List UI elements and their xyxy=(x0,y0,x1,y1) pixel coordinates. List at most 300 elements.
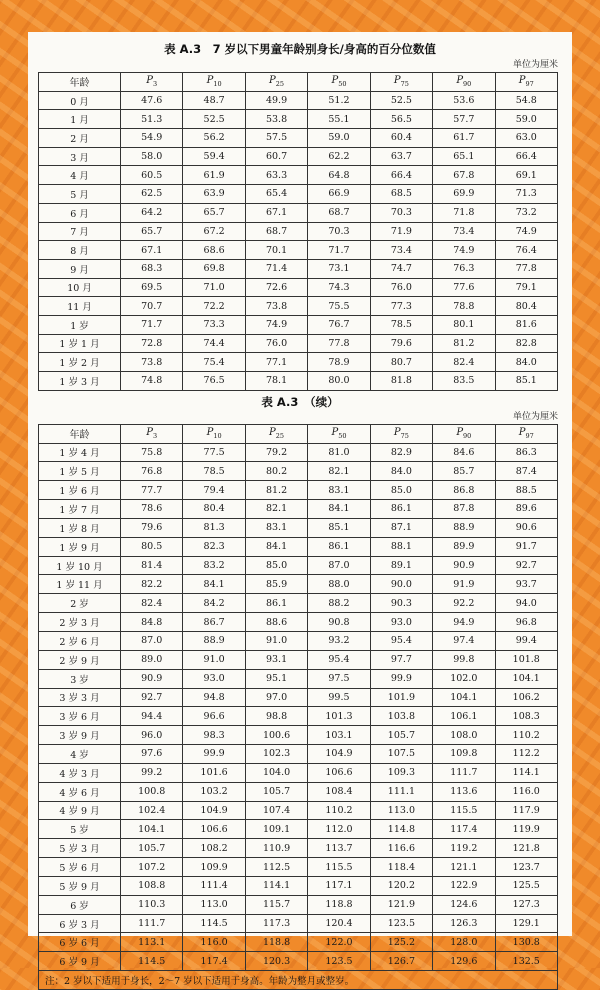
value-cell: 79.1 xyxy=(495,278,557,297)
age-cell: 1 岁 9 月 xyxy=(39,537,121,556)
table-row xyxy=(39,166,558,185)
value-cell: 94.0 xyxy=(495,594,557,613)
p25-header: $P_{25}$ xyxy=(245,73,307,92)
age-header: 年龄 xyxy=(39,424,121,443)
value-cell: 103.1 xyxy=(308,726,370,745)
value-cell: 67.8 xyxy=(433,166,495,185)
table-row xyxy=(39,613,558,632)
value-cell: 99.9 xyxy=(183,745,245,764)
p25-header: $P_{25}$ xyxy=(245,424,307,443)
note-row xyxy=(39,971,558,990)
percentile-table-2 xyxy=(38,424,558,990)
value-cell: 73.8 xyxy=(245,297,307,316)
value-cell: 70.7 xyxy=(121,297,183,316)
value-cell: 87.4 xyxy=(495,462,557,481)
value-cell: 85.0 xyxy=(245,556,307,575)
value-cell: 118.8 xyxy=(308,895,370,914)
table-row xyxy=(39,669,558,688)
table-row xyxy=(39,297,558,316)
value-cell: 99.9 xyxy=(370,669,432,688)
value-cell: 76.4 xyxy=(495,241,557,260)
value-cell: 102.3 xyxy=(245,745,307,764)
value-cell: 57.5 xyxy=(245,129,307,148)
value-cell: 68.7 xyxy=(308,203,370,222)
value-cell: 69.1 xyxy=(495,166,557,185)
p10-header: $P_{10}$ xyxy=(183,73,245,92)
age-cell: 3 岁 9 月 xyxy=(39,726,121,745)
value-cell: 81.2 xyxy=(433,334,495,353)
value-cell: 122.9 xyxy=(433,876,495,895)
value-cell: 88.9 xyxy=(433,518,495,537)
value-cell: 125.5 xyxy=(495,876,557,895)
value-cell: 97.6 xyxy=(121,745,183,764)
value-cell: 80.0 xyxy=(308,372,370,391)
age-cell: 3 岁 xyxy=(39,669,121,688)
document-page xyxy=(28,32,572,988)
value-cell: 116.0 xyxy=(495,782,557,801)
table-row xyxy=(39,839,558,858)
value-cell: 68.6 xyxy=(183,241,245,260)
value-cell: 106.6 xyxy=(308,763,370,782)
value-cell: 106.1 xyxy=(433,707,495,726)
value-cell: 98.8 xyxy=(245,707,307,726)
age-cell: 2 岁 6 月 xyxy=(39,631,121,650)
value-cell: 69.5 xyxy=(121,278,183,297)
value-cell: 100.6 xyxy=(245,726,307,745)
value-cell: 121.1 xyxy=(433,858,495,877)
value-cell: 120.4 xyxy=(308,914,370,933)
value-cell: 113.1 xyxy=(121,933,183,952)
value-cell: 113.6 xyxy=(433,782,495,801)
value-cell: 128.0 xyxy=(433,933,495,952)
value-cell: 67.1 xyxy=(245,203,307,222)
value-cell: 112.2 xyxy=(495,745,557,764)
age-cell: 6 岁 3 月 xyxy=(39,914,121,933)
value-cell: 61.7 xyxy=(433,129,495,148)
value-cell: 63.7 xyxy=(370,147,432,166)
value-cell: 74.9 xyxy=(495,222,557,241)
table-row xyxy=(39,537,558,556)
value-cell: 65.7 xyxy=(121,222,183,241)
value-cell: 110.9 xyxy=(245,839,307,858)
table-row xyxy=(39,933,558,952)
table-title-continued: 表 A.3 （续） xyxy=(261,394,339,409)
value-cell: 71.7 xyxy=(121,315,183,334)
p97-header: $P_{97}$ xyxy=(495,73,557,92)
age-cell: 1 岁 5 月 xyxy=(39,462,121,481)
p90-header: $P_{90}$ xyxy=(433,424,495,443)
value-cell: 123.5 xyxy=(308,952,370,971)
value-cell: 84.1 xyxy=(308,500,370,519)
value-cell: 123.7 xyxy=(495,858,557,877)
value-cell: 53.6 xyxy=(433,91,495,110)
value-cell: 111.4 xyxy=(183,876,245,895)
table-row xyxy=(39,203,558,222)
age-cell: 11 月 xyxy=(39,297,121,316)
value-cell: 108.4 xyxy=(308,782,370,801)
value-cell: 80.5 xyxy=(121,537,183,556)
value-cell: 109.9 xyxy=(183,858,245,877)
p3-header: $P_3$ xyxy=(121,73,183,92)
value-cell: 87.1 xyxy=(370,518,432,537)
value-cell: 85.1 xyxy=(308,518,370,537)
age-cell: 1 岁 11 月 xyxy=(39,575,121,594)
value-cell: 87.8 xyxy=(433,500,495,519)
value-cell: 54.8 xyxy=(495,91,557,110)
value-cell: 106.2 xyxy=(495,688,557,707)
value-cell: 87.0 xyxy=(121,631,183,650)
table-note: 注：2 岁以下适用于身长，2～7 岁以下适用于身高。年龄为整月或整岁。 xyxy=(39,971,558,990)
value-cell: 110.2 xyxy=(495,726,557,745)
value-cell: 70.3 xyxy=(308,222,370,241)
value-cell: 107.4 xyxy=(245,801,307,820)
value-cell: 91.7 xyxy=(495,537,557,556)
value-cell: 88.6 xyxy=(245,613,307,632)
value-cell: 86.1 xyxy=(370,500,432,519)
value-cell: 83.1 xyxy=(245,518,307,537)
value-cell: 76.0 xyxy=(245,334,307,353)
value-cell: 104.1 xyxy=(495,669,557,688)
value-cell: 72.8 xyxy=(121,334,183,353)
value-cell: 117.1 xyxy=(308,876,370,895)
value-cell: 51.2 xyxy=(308,91,370,110)
value-cell: 78.5 xyxy=(183,462,245,481)
value-cell: 121.9 xyxy=(370,895,432,914)
value-cell: 66.4 xyxy=(370,166,432,185)
value-cell: 101.8 xyxy=(495,650,557,669)
value-cell: 102.0 xyxy=(433,669,495,688)
value-cell: 90.9 xyxy=(433,556,495,575)
value-cell: 82.1 xyxy=(308,462,370,481)
value-cell: 89.1 xyxy=(370,556,432,575)
value-cell: 93.0 xyxy=(370,613,432,632)
value-cell: 93.7 xyxy=(495,575,557,594)
value-cell: 58.0 xyxy=(121,147,183,166)
value-cell: 79.4 xyxy=(183,481,245,500)
value-cell: 115.7 xyxy=(245,895,307,914)
value-cell: 117.9 xyxy=(495,801,557,820)
value-cell: 124.6 xyxy=(433,895,495,914)
table-row xyxy=(39,334,558,353)
value-cell: 102.4 xyxy=(121,801,183,820)
value-cell: 74.3 xyxy=(308,278,370,297)
age-cell: 2 月 xyxy=(39,129,121,148)
table-row xyxy=(39,259,558,278)
age-cell: 4 月 xyxy=(39,166,121,185)
table-row xyxy=(39,650,558,669)
value-cell: 87.0 xyxy=(308,556,370,575)
value-cell: 118.4 xyxy=(370,858,432,877)
value-cell: 77.6 xyxy=(433,278,495,297)
value-cell: 74.4 xyxy=(183,334,245,353)
p75-header: $P_{75}$ xyxy=(370,424,432,443)
age-cell: 1 岁 8 月 xyxy=(39,518,121,537)
value-cell: 80.4 xyxy=(495,297,557,316)
value-cell: 113.7 xyxy=(308,839,370,858)
value-cell: 67.2 xyxy=(183,222,245,241)
value-cell: 120.2 xyxy=(370,876,432,895)
value-cell: 68.5 xyxy=(370,185,432,204)
value-cell: 80.7 xyxy=(370,353,432,372)
value-cell: 86.7 xyxy=(183,613,245,632)
value-cell: 101.9 xyxy=(370,688,432,707)
value-cell: 90.0 xyxy=(370,575,432,594)
table-row xyxy=(39,185,558,204)
value-cell: 77.8 xyxy=(495,259,557,278)
value-cell: 63.3 xyxy=(245,166,307,185)
age-cell: 3 月 xyxy=(39,147,121,166)
value-cell: 85.7 xyxy=(433,462,495,481)
value-cell: 103.8 xyxy=(370,707,432,726)
value-cell: 82.1 xyxy=(245,500,307,519)
unit-label-continued: 单位为厘米 xyxy=(512,411,558,422)
age-cell: 10 月 xyxy=(39,278,121,297)
value-cell: 96.6 xyxy=(183,707,245,726)
age-cell: 5 岁 3 月 xyxy=(39,839,121,858)
age-cell: 1 岁 1 月 xyxy=(39,334,121,353)
value-cell: 81.6 xyxy=(495,315,557,334)
value-cell: 89.6 xyxy=(495,500,557,519)
table-row xyxy=(39,745,558,764)
value-cell: 47.6 xyxy=(121,91,183,110)
value-cell: 90.8 xyxy=(308,613,370,632)
age-cell: 9 月 xyxy=(39,259,121,278)
value-cell: 103.2 xyxy=(183,782,245,801)
value-cell: 84.0 xyxy=(370,462,432,481)
value-cell: 83.5 xyxy=(433,372,495,391)
table-row xyxy=(39,858,558,877)
age-cell: 5 月 xyxy=(39,185,121,204)
value-cell: 75.5 xyxy=(308,297,370,316)
value-cell: 114.5 xyxy=(121,952,183,971)
value-cell: 76.0 xyxy=(370,278,432,297)
value-cell: 71.9 xyxy=(370,222,432,241)
value-cell: 119.9 xyxy=(495,820,557,839)
value-cell: 67.1 xyxy=(121,241,183,260)
age-header: 年龄 xyxy=(39,73,121,92)
value-cell: 81.8 xyxy=(370,372,432,391)
age-cell: 1 岁 6 月 xyxy=(39,481,121,500)
value-cell: 104.9 xyxy=(183,801,245,820)
value-cell: 65.1 xyxy=(433,147,495,166)
value-cell: 82.9 xyxy=(370,443,432,462)
value-cell: 125.2 xyxy=(370,933,432,952)
value-cell: 57.7 xyxy=(433,110,495,129)
age-cell: 6 岁 9 月 xyxy=(39,952,121,971)
value-cell: 69.9 xyxy=(433,185,495,204)
age-cell: 0 月 xyxy=(39,91,121,110)
value-cell: 51.3 xyxy=(121,110,183,129)
value-cell: 93.2 xyxy=(308,631,370,650)
value-cell: 80.4 xyxy=(183,500,245,519)
age-cell: 1 岁 4 月 xyxy=(39,443,121,462)
age-cell: 5 岁 xyxy=(39,820,121,839)
value-cell: 130.8 xyxy=(495,933,557,952)
value-cell: 71.4 xyxy=(245,259,307,278)
value-cell: 86.3 xyxy=(495,443,557,462)
value-cell: 74.7 xyxy=(370,259,432,278)
table-row xyxy=(39,575,558,594)
table-row xyxy=(39,895,558,914)
value-cell: 89.9 xyxy=(433,537,495,556)
table-row xyxy=(39,91,558,110)
value-cell: 120.3 xyxy=(245,952,307,971)
value-cell: 65.7 xyxy=(183,203,245,222)
age-cell: 1 岁 2 月 xyxy=(39,353,121,372)
age-cell: 2 岁 9 月 xyxy=(39,650,121,669)
age-cell: 4 岁 6 月 xyxy=(39,782,121,801)
value-cell: 92.2 xyxy=(433,594,495,613)
value-cell: 82.3 xyxy=(183,537,245,556)
value-cell: 77.5 xyxy=(183,443,245,462)
value-cell: 96.8 xyxy=(495,613,557,632)
age-cell: 1 月 xyxy=(39,110,121,129)
value-cell: 83.1 xyxy=(308,481,370,500)
value-cell: 75.8 xyxy=(121,443,183,462)
value-cell: 79.2 xyxy=(245,443,307,462)
table-row xyxy=(39,241,558,260)
value-cell: 73.4 xyxy=(370,241,432,260)
value-cell: 99.4 xyxy=(495,631,557,650)
value-cell: 81.2 xyxy=(245,481,307,500)
value-cell: 107.5 xyxy=(370,745,432,764)
value-cell: 127.3 xyxy=(495,895,557,914)
value-cell: 94.9 xyxy=(433,613,495,632)
value-cell: 55.1 xyxy=(308,110,370,129)
value-cell: 48.7 xyxy=(183,91,245,110)
value-cell: 96.0 xyxy=(121,726,183,745)
table-row xyxy=(39,518,558,537)
value-cell: 81.0 xyxy=(308,443,370,462)
value-cell: 49.9 xyxy=(245,91,307,110)
value-cell: 98.3 xyxy=(183,726,245,745)
value-cell: 73.1 xyxy=(308,259,370,278)
value-cell: 71.0 xyxy=(183,278,245,297)
table-row xyxy=(39,782,558,801)
p10-header: $P_{10}$ xyxy=(183,424,245,443)
table-title: 表 A.3 7 岁以下男童年龄别身长/身高的百分位数值 xyxy=(164,42,436,56)
value-cell: 113.0 xyxy=(370,801,432,820)
value-cell: 76.3 xyxy=(433,259,495,278)
value-cell: 86.8 xyxy=(433,481,495,500)
value-cell: 70.3 xyxy=(370,203,432,222)
value-cell: 132.5 xyxy=(495,952,557,971)
table-row xyxy=(39,500,558,519)
value-cell: 52.5 xyxy=(370,91,432,110)
value-cell: 105.7 xyxy=(121,839,183,858)
value-cell: 94.4 xyxy=(121,707,183,726)
age-cell: 2 岁 3 月 xyxy=(39,613,121,632)
table-row xyxy=(39,147,558,166)
value-cell: 99.5 xyxy=(308,688,370,707)
value-cell: 91.0 xyxy=(183,650,245,669)
value-cell: 104.1 xyxy=(121,820,183,839)
table-row xyxy=(39,129,558,148)
value-cell: 108.3 xyxy=(495,707,557,726)
value-cell: 74.9 xyxy=(245,315,307,334)
value-cell: 117.4 xyxy=(433,820,495,839)
value-cell: 72.2 xyxy=(183,297,245,316)
table-row xyxy=(39,222,558,241)
value-cell: 66.4 xyxy=(495,147,557,166)
value-cell: 116.6 xyxy=(370,839,432,858)
value-cell: 109.1 xyxy=(245,820,307,839)
age-cell: 1 岁 3 月 xyxy=(39,372,121,391)
value-cell: 105.7 xyxy=(370,726,432,745)
p97-header: $P_{97}$ xyxy=(495,424,557,443)
value-cell: 84.1 xyxy=(183,575,245,594)
value-cell: 85.0 xyxy=(370,481,432,500)
value-cell: 104.9 xyxy=(308,745,370,764)
value-cell: 121.8 xyxy=(495,839,557,858)
value-cell: 63.0 xyxy=(495,129,557,148)
value-cell: 111.7 xyxy=(121,914,183,933)
value-cell: 92.7 xyxy=(495,556,557,575)
value-cell: 65.4 xyxy=(245,185,307,204)
age-cell: 2 岁 xyxy=(39,594,121,613)
value-cell: 54.9 xyxy=(121,129,183,148)
value-cell: 61.9 xyxy=(183,166,245,185)
value-cell: 104.1 xyxy=(433,688,495,707)
p90-header: $P_{90}$ xyxy=(433,73,495,92)
value-cell: 64.2 xyxy=(121,203,183,222)
table-row xyxy=(39,278,558,297)
table-row xyxy=(39,707,558,726)
value-cell: 80.1 xyxy=(433,315,495,334)
value-cell: 75.4 xyxy=(183,353,245,372)
value-cell: 112.5 xyxy=(245,858,307,877)
table-row xyxy=(39,443,558,462)
value-cell: 78.1 xyxy=(245,372,307,391)
age-cell: 4 岁 9 月 xyxy=(39,801,121,820)
value-cell: 95.4 xyxy=(370,631,432,650)
value-cell: 84.6 xyxy=(433,443,495,462)
value-cell: 93.1 xyxy=(245,650,307,669)
value-cell: 70.1 xyxy=(245,241,307,260)
value-cell: 88.1 xyxy=(370,537,432,556)
value-cell: 88.9 xyxy=(183,631,245,650)
value-cell: 78.6 xyxy=(121,500,183,519)
value-cell: 114.8 xyxy=(370,820,432,839)
age-cell: 5 岁 6 月 xyxy=(39,858,121,877)
value-cell: 110.3 xyxy=(121,895,183,914)
value-cell: 77.3 xyxy=(370,297,432,316)
value-cell: 82.8 xyxy=(495,334,557,353)
value-cell: 91.0 xyxy=(245,631,307,650)
value-cell: 115.5 xyxy=(308,858,370,877)
value-cell: 111.1 xyxy=(370,782,432,801)
table-row xyxy=(39,372,558,391)
table-row xyxy=(39,353,558,372)
value-cell: 114.1 xyxy=(245,876,307,895)
value-cell: 59.4 xyxy=(183,147,245,166)
table-row xyxy=(39,631,558,650)
value-cell: 95.1 xyxy=(245,669,307,688)
value-cell: 84.2 xyxy=(183,594,245,613)
value-cell: 76.7 xyxy=(308,315,370,334)
value-cell: 83.2 xyxy=(183,556,245,575)
value-cell: 62.5 xyxy=(121,185,183,204)
age-cell: 3 岁 3 月 xyxy=(39,688,121,707)
value-cell: 108.2 xyxy=(183,839,245,858)
value-cell: 82.4 xyxy=(433,353,495,372)
value-cell: 109.8 xyxy=(433,745,495,764)
value-cell: 117.4 xyxy=(183,952,245,971)
value-cell: 60.7 xyxy=(245,147,307,166)
value-cell: 88.5 xyxy=(495,481,557,500)
value-cell: 106.6 xyxy=(183,820,245,839)
value-cell: 60.5 xyxy=(121,166,183,185)
